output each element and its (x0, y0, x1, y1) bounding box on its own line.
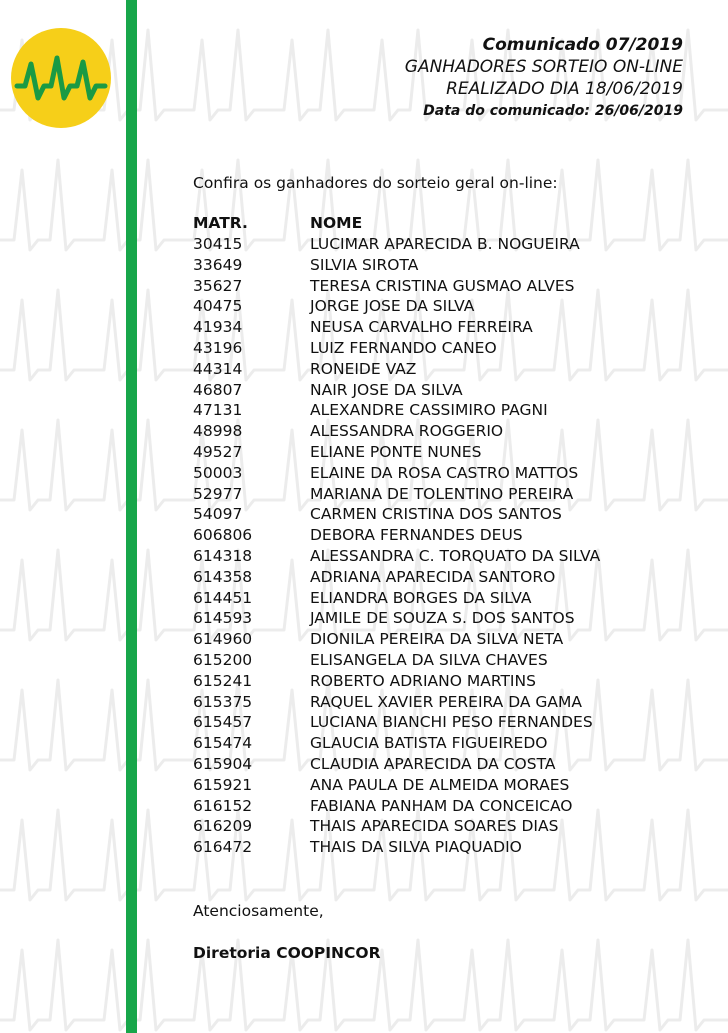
table-row (193, 650, 600, 671)
matr-cell: 48998 (193, 422, 243, 441)
table-row (193, 754, 600, 775)
table-row (193, 775, 600, 796)
nome-cell: ROBERTO ADRIANO MARTINS (310, 671, 536, 690)
matr-cell: 615375 (193, 692, 253, 711)
matr-cell: 615921 (193, 775, 253, 794)
nome-cell: ALESSANDRA C. TORQUATO DA SILVA (310, 546, 601, 565)
column-header-nome: NOME (310, 214, 363, 232)
table-row (193, 255, 600, 276)
table-row (193, 588, 600, 609)
table-row (193, 234, 600, 255)
nome-cell: DEBORA FERNANDES DEUS (310, 526, 523, 545)
matr-cell: 616472 (193, 838, 253, 857)
table-row (193, 567, 600, 588)
nome-cell: ALESSANDRA ROGGERIO (310, 422, 504, 441)
table-row (193, 796, 600, 817)
table-row (193, 816, 600, 837)
matr-cell: 614318 (193, 546, 253, 565)
nome-cell: SILVIA SIROTA (310, 255, 419, 274)
intro-text: Confira os ganhadores do sorteio geral on-line: (193, 174, 558, 192)
matr-cell: 614593 (193, 609, 253, 628)
table-row (193, 504, 600, 525)
communique-title: Comunicado 07/2019 (482, 35, 683, 55)
document-body (193, 172, 600, 964)
header-line-ganhadores: GANHADORES SORTEIO ON-LINE (404, 57, 683, 77)
matr-cell: 30415 (193, 235, 243, 253)
table-row (193, 608, 600, 629)
nome-cell: CARMEN CRISTINA DOS SANTOS (310, 505, 562, 524)
matr-cell: 35627 (193, 276, 243, 295)
matr-cell: 615457 (193, 713, 253, 732)
matr-cell: 616209 (193, 817, 253, 836)
closing-text: Atenciosamente, (193, 901, 324, 920)
matr-cell: 49527 (193, 442, 243, 461)
table-row (193, 380, 600, 401)
table-row (193, 359, 600, 380)
nome-cell: FABIANA PANHAM DA CONCEICAO (310, 796, 573, 815)
matr-cell: 52977 (193, 484, 243, 503)
matr-cell: 41934 (193, 318, 243, 337)
matr-cell: 33649 (193, 255, 243, 274)
communique-date: Data do comunicado: 26/06/2019 (423, 103, 683, 119)
table-row (193, 317, 600, 338)
table-row (193, 546, 600, 567)
nome-cell: ELISANGELA DA SILVA CHAVES (310, 650, 548, 669)
table-row (193, 629, 600, 650)
table-row (193, 421, 600, 442)
header-line-realizado: REALIZADO DIA 18/06/2019 (446, 79, 683, 99)
nome-cell: ELIANDRA BORGES DA SILVA (310, 588, 532, 607)
table-row (193, 525, 600, 546)
table-row (193, 338, 600, 359)
nome-cell: ANA PAULA DE ALMEIDA MORAES (310, 775, 570, 794)
winners-table (193, 213, 600, 858)
table-row (193, 484, 600, 505)
nome-cell: LUCIANA BIANCHI PESO FERNANDES (310, 713, 593, 732)
table-row (193, 692, 600, 713)
signature: Diretoria COOPINCOR (193, 943, 381, 962)
green-vertical-bar (126, 0, 137, 1033)
nome-cell: LUCIMAR APARECIDA B. NOGUEIRA (310, 235, 580, 253)
document-header (405, 34, 683, 122)
nome-cell: DIONILA PEREIRA DA SILVA NETA (310, 630, 564, 649)
nome-cell: NEUSA CARVALHO FERREIRA (310, 318, 533, 337)
nome-cell: LUIZ FERNANDO CANEO (310, 338, 497, 357)
matr-cell: 616152 (193, 796, 253, 815)
nome-cell: JAMILE DE SOUZA S. DOS SANTOS (310, 609, 575, 628)
matr-cell: 46807 (193, 380, 243, 399)
nome-cell: TERESA CRISTINA GUSMAO ALVES (310, 276, 575, 295)
nome-cell: RONEIDE VAZ (310, 359, 417, 378)
nome-cell: GLAUCIA BATISTA FIGUEIREDO (310, 734, 548, 753)
table-row (193, 442, 600, 463)
matr-cell: 43196 (193, 338, 243, 357)
table-row (193, 671, 600, 692)
nome-cell: MARIANA DE TOLENTINO PEREIRA (310, 484, 574, 503)
table-row (193, 276, 600, 297)
matr-cell: 47131 (193, 401, 243, 420)
heartbeat-logo-icon (11, 28, 111, 128)
nome-cell: ELAINE DA ROSA CASTRO MATTOS (310, 463, 579, 482)
nome-cell: ALEXANDRE CASSIMIRO PAGNI (310, 401, 548, 420)
nome-cell: JORGE JOSE DA SILVA (310, 297, 475, 316)
table-row (193, 712, 600, 733)
nome-cell: NAIR JOSE DA SILVA (310, 380, 463, 399)
table-row (193, 733, 600, 754)
matr-cell: 54097 (193, 505, 243, 524)
nome-cell: THAIS APARECIDA SOARES DIAS (310, 817, 559, 836)
matr-cell: 615241 (193, 671, 253, 690)
table-row (193, 463, 600, 484)
matr-cell: 606806 (193, 526, 253, 545)
matr-cell: 614960 (193, 630, 253, 649)
nome-cell: ADRIANA APARECIDA SANTORO (310, 567, 556, 586)
matr-cell: 40475 (193, 297, 243, 316)
matr-cell: 614358 (193, 567, 253, 586)
winners-table-body (193, 234, 600, 858)
matr-cell: 44314 (193, 359, 243, 378)
nome-cell: CLAUDIA APARECIDA DA COSTA (310, 754, 556, 773)
matr-cell: 615474 (193, 734, 253, 753)
nome-cell: RAQUEL XAVIER PEREIRA DA GAMA (310, 692, 582, 711)
nome-cell: THAIS DA SILVA PIAQUADIO (310, 838, 522, 857)
column-header-matr: MATR. (193, 214, 248, 232)
matr-cell: 615200 (193, 650, 253, 669)
table-header-row (193, 213, 600, 234)
matr-cell: 50003 (193, 463, 243, 482)
matr-cell: 615904 (193, 754, 253, 773)
nome-cell: ELIANE PONTE NUNES (310, 442, 482, 461)
table-row (193, 400, 600, 421)
table-row (193, 837, 600, 858)
table-row (193, 296, 600, 317)
matr-cell: 614451 (193, 588, 253, 607)
